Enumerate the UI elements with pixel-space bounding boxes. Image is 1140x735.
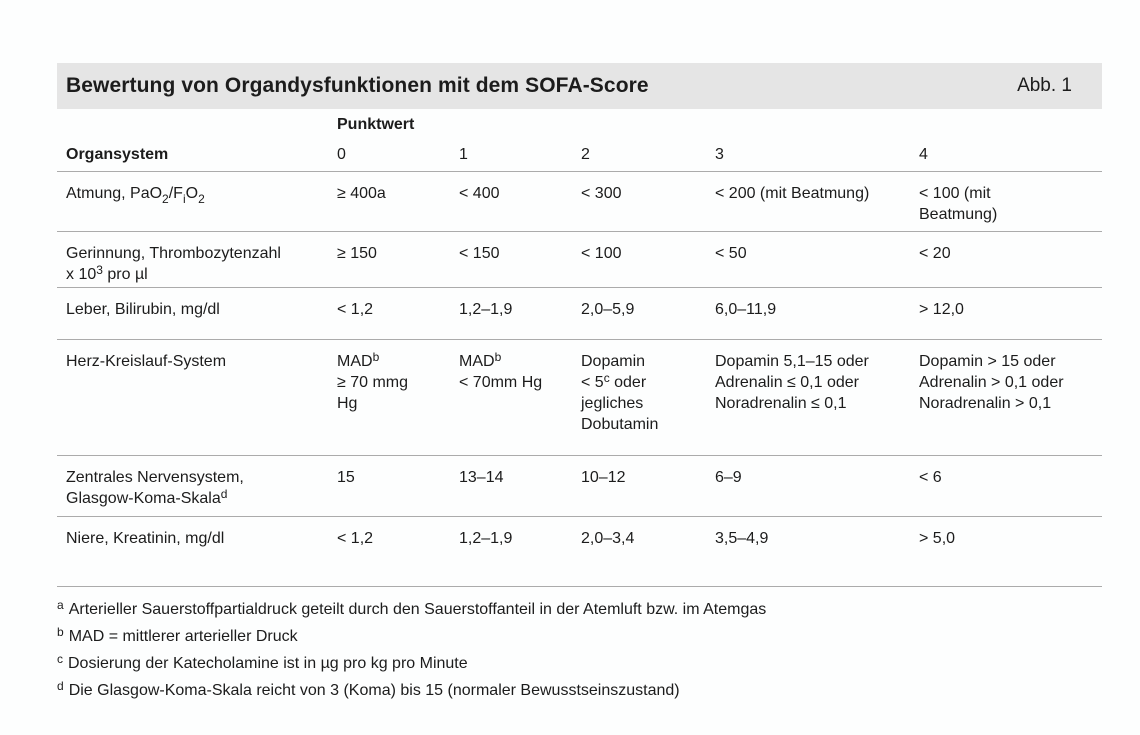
score-cell: < 20 — [912, 231, 1102, 287]
score-cell: < 100 — [574, 231, 708, 287]
sofa-score-table — [57, 109, 1102, 587]
footnote-text: MAD = mittlerer arterieller Druck — [68, 627, 298, 645]
score-cell: > 5,0 — [912, 516, 1102, 586]
score-cell: < 1,2 — [330, 287, 452, 339]
score-cell: 13–14 — [452, 455, 574, 516]
row-label: Gerinnung, Thrombozytenzahl x $10^3$ pro µl — [57, 231, 330, 287]
score-header-1: 1 — [452, 141, 574, 171]
row-label: Leber, Bilirubin, mg/dl — [57, 287, 330, 339]
score-cell: 2,0–3,4 — [574, 516, 708, 586]
score-cell: Dopamin > 15 oder Adrenalin > 0,1 oder Noradrenalin > 0,1 — [912, 339, 1102, 455]
row-label: Niere, Kreatinin, mg/dl — [57, 516, 330, 586]
score-cell: 6,0–11,9 — [708, 287, 912, 339]
score-cell: Dopamin < $5^c$ oder jegliches Dobutamin — [574, 339, 708, 455]
score-cell: 10–12 — [574, 455, 708, 516]
score-cell: 1,2–1,9 — [452, 516, 574, 586]
score-cell: > 12,0 — [912, 287, 1102, 339]
footnote-marker: b — [57, 624, 64, 639]
footnote-line — [57, 650, 1140, 677]
score-cell: ≥ 150 — [330, 231, 452, 287]
score-cell: 2,0–5,9 — [574, 287, 708, 339]
score-cell: < 400 — [452, 171, 574, 231]
score-cell: < 100 (mit Beatmung) — [912, 171, 1102, 231]
row-label: Herz-Kreislauf-System — [57, 339, 330, 455]
score-cell: < 6 — [912, 455, 1102, 516]
score-header-0: 0 — [330, 141, 452, 171]
score-header-3: 3 — [708, 141, 912, 171]
group-header-row — [57, 109, 1102, 141]
footnote-marker: a — [57, 597, 64, 612]
footnote-line — [57, 623, 1140, 650]
table-row — [57, 455, 1102, 516]
score-cell: < 300 — [574, 171, 708, 231]
score-header-2: 2 — [574, 141, 708, 171]
figure-number: Abb. 1 — [1017, 75, 1072, 96]
score-cell: < 1,2 — [330, 516, 452, 586]
score-cell: $MAD^b$ < 70mm Hg — [452, 339, 574, 455]
table-row — [57, 516, 1102, 586]
empty-corner-cell — [57, 109, 330, 141]
row-label: Atmung, $PaO_2/F_iO_2$ — [57, 171, 330, 231]
footnote-line — [57, 596, 1140, 623]
footnote-marker: d — [57, 678, 64, 693]
score-cell: $MAD^b$ ≥ 70 mmg Hg — [330, 339, 452, 455]
footnote-text: Die Glasgow-Koma-Skala reicht von 3 (Koma) bis 15 (normaler Bewusstseinszustand) — [68, 681, 680, 699]
score-cell: < 200 (mit Beatmung) — [708, 171, 912, 231]
score-cell: < 50 — [708, 231, 912, 287]
organsystem-header: Organsystem — [57, 141, 330, 171]
column-header-row — [57, 141, 1102, 171]
punktwert-group-header: Punktwert — [337, 116, 415, 133]
footnote-text: Dosierung der Katecholamine ist in µg pro kg pro Minute — [68, 654, 468, 672]
figure-title: Bewertung von Organdysfunktionen mit dem SOFA-Score — [66, 74, 649, 97]
table-row — [57, 287, 1102, 339]
score-cell: Dopamin 5,1–15 oder Adrenalin ≤ 0,1 oder Noradrenalin ≤ 0,1 — [708, 339, 912, 455]
footnote-line — [57, 677, 1140, 704]
score-header-4: 4 — [912, 141, 1102, 171]
figure-header — [57, 63, 1102, 109]
footnote-text: Arterieller Sauerstoffpartialdruck geteilt durch den Sauerstoffanteil in der Atemluft bzw. im Atemgas — [68, 600, 767, 618]
score-cell: 3,5–4,9 — [708, 516, 912, 586]
table-body — [57, 171, 1102, 586]
score-cell: ≥ 400a — [330, 171, 452, 231]
score-cell: < 150 — [452, 231, 574, 287]
score-cell: 1,2–1,9 — [452, 287, 574, 339]
table-row — [57, 231, 1102, 287]
row-label: Zentrales Nervensystem, Glasgow-Koma-Skala$^d$ — [57, 455, 330, 516]
score-cell: 15 — [330, 455, 452, 516]
footnotes — [57, 596, 1140, 704]
table-row — [57, 339, 1102, 455]
table-row — [57, 171, 1102, 231]
footnote-marker: c — [57, 651, 63, 666]
score-cell: 6–9 — [708, 455, 912, 516]
